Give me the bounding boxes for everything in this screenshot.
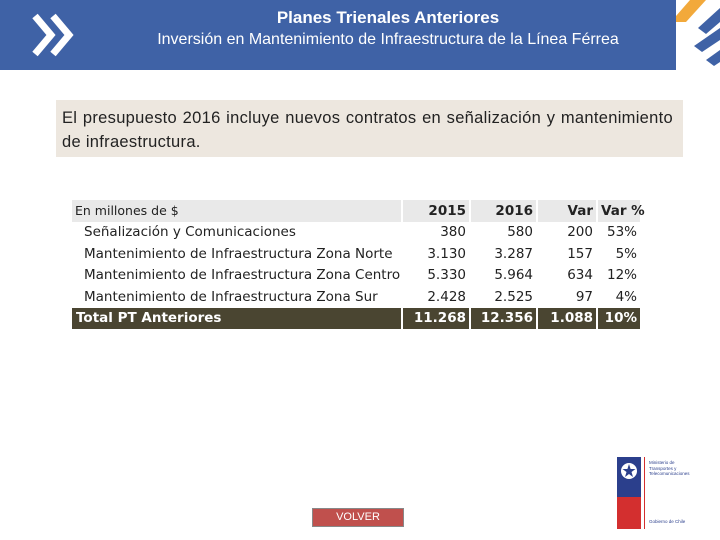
row-label: Señalización y Comunicaciones <box>72 222 402 244</box>
table-row <box>72 222 640 244</box>
column-header: Var % <box>597 200 640 222</box>
total-var: 1.088 <box>537 308 597 330</box>
table-header-row <box>72 200 640 222</box>
column-header: 2015 <box>402 200 470 222</box>
cell-2016: 5.964 <box>470 265 537 287</box>
cell-2015: 2.428 <box>402 286 470 308</box>
flag-red-stripe <box>617 497 641 529</box>
table-row <box>72 243 640 265</box>
table-row <box>72 286 640 308</box>
ministry-name: Ministerio de Transportes y Telecomunicaciones <box>649 460 690 476</box>
cell-2016: 2.525 <box>470 286 537 308</box>
table-row <box>72 265 640 287</box>
intro-text: El presupuesto 2016 incluye nuevos contratos en señalización y mantenimiento de infraestructura. <box>56 100 683 157</box>
page-subtitle: Inversión en Mantenimiento de Infraestructura de la Línea Férrea <box>157 31 619 48</box>
cell-2015: 3.130 <box>402 243 470 265</box>
total-2015: 11.268 <box>402 308 470 330</box>
total-2016: 12.356 <box>470 308 537 330</box>
row-label: Mantenimiento de Infraestructura Zona Centro <box>72 265 402 287</box>
ministry-logo <box>617 457 696 529</box>
cell-var-pct: 53% <box>606 224 637 241</box>
double-chevron-right-icon <box>27 10 83 60</box>
total-var-pct: 10% <box>597 308 640 330</box>
volver-button[interactable]: VOLVER <box>312 508 404 527</box>
gobierno-label: Gobierno de Chile <box>649 519 686 524</box>
column-header: Var <box>537 200 597 222</box>
diagonal-stripes-icon <box>676 0 720 70</box>
column-header: En millones de $ <box>72 200 402 222</box>
cell-var: 200 <box>537 222 597 244</box>
cell-var-pct: 12% <box>606 267 637 284</box>
row-label: Mantenimiento de Infraestructura Zona Norte <box>72 243 402 265</box>
chilean-coat-of-arms-icon <box>619 461 639 481</box>
row-label: Mantenimiento de Infraestructura Zona Sur <box>72 286 402 308</box>
cell-2015: 380 <box>402 222 470 244</box>
header-band <box>0 0 720 70</box>
budget-table <box>72 200 645 329</box>
cell-2016: 3.287 <box>470 243 537 265</box>
page-title: Planes Trienales Anteriores <box>276 8 500 27</box>
total-row <box>72 308 640 330</box>
cell-var: 634 <box>537 265 597 287</box>
cell-var: 97 <box>537 286 597 308</box>
cell-2015: 5.330 <box>402 265 470 287</box>
cell-var-pct: 4% <box>615 288 637 305</box>
cell-var: 157 <box>537 243 597 265</box>
column-header: 2016 <box>470 200 537 222</box>
cell-var-pct: 5% <box>615 245 637 262</box>
total-label: Total PT Anteriores <box>72 308 402 330</box>
cell-2016: 580 <box>470 222 537 244</box>
